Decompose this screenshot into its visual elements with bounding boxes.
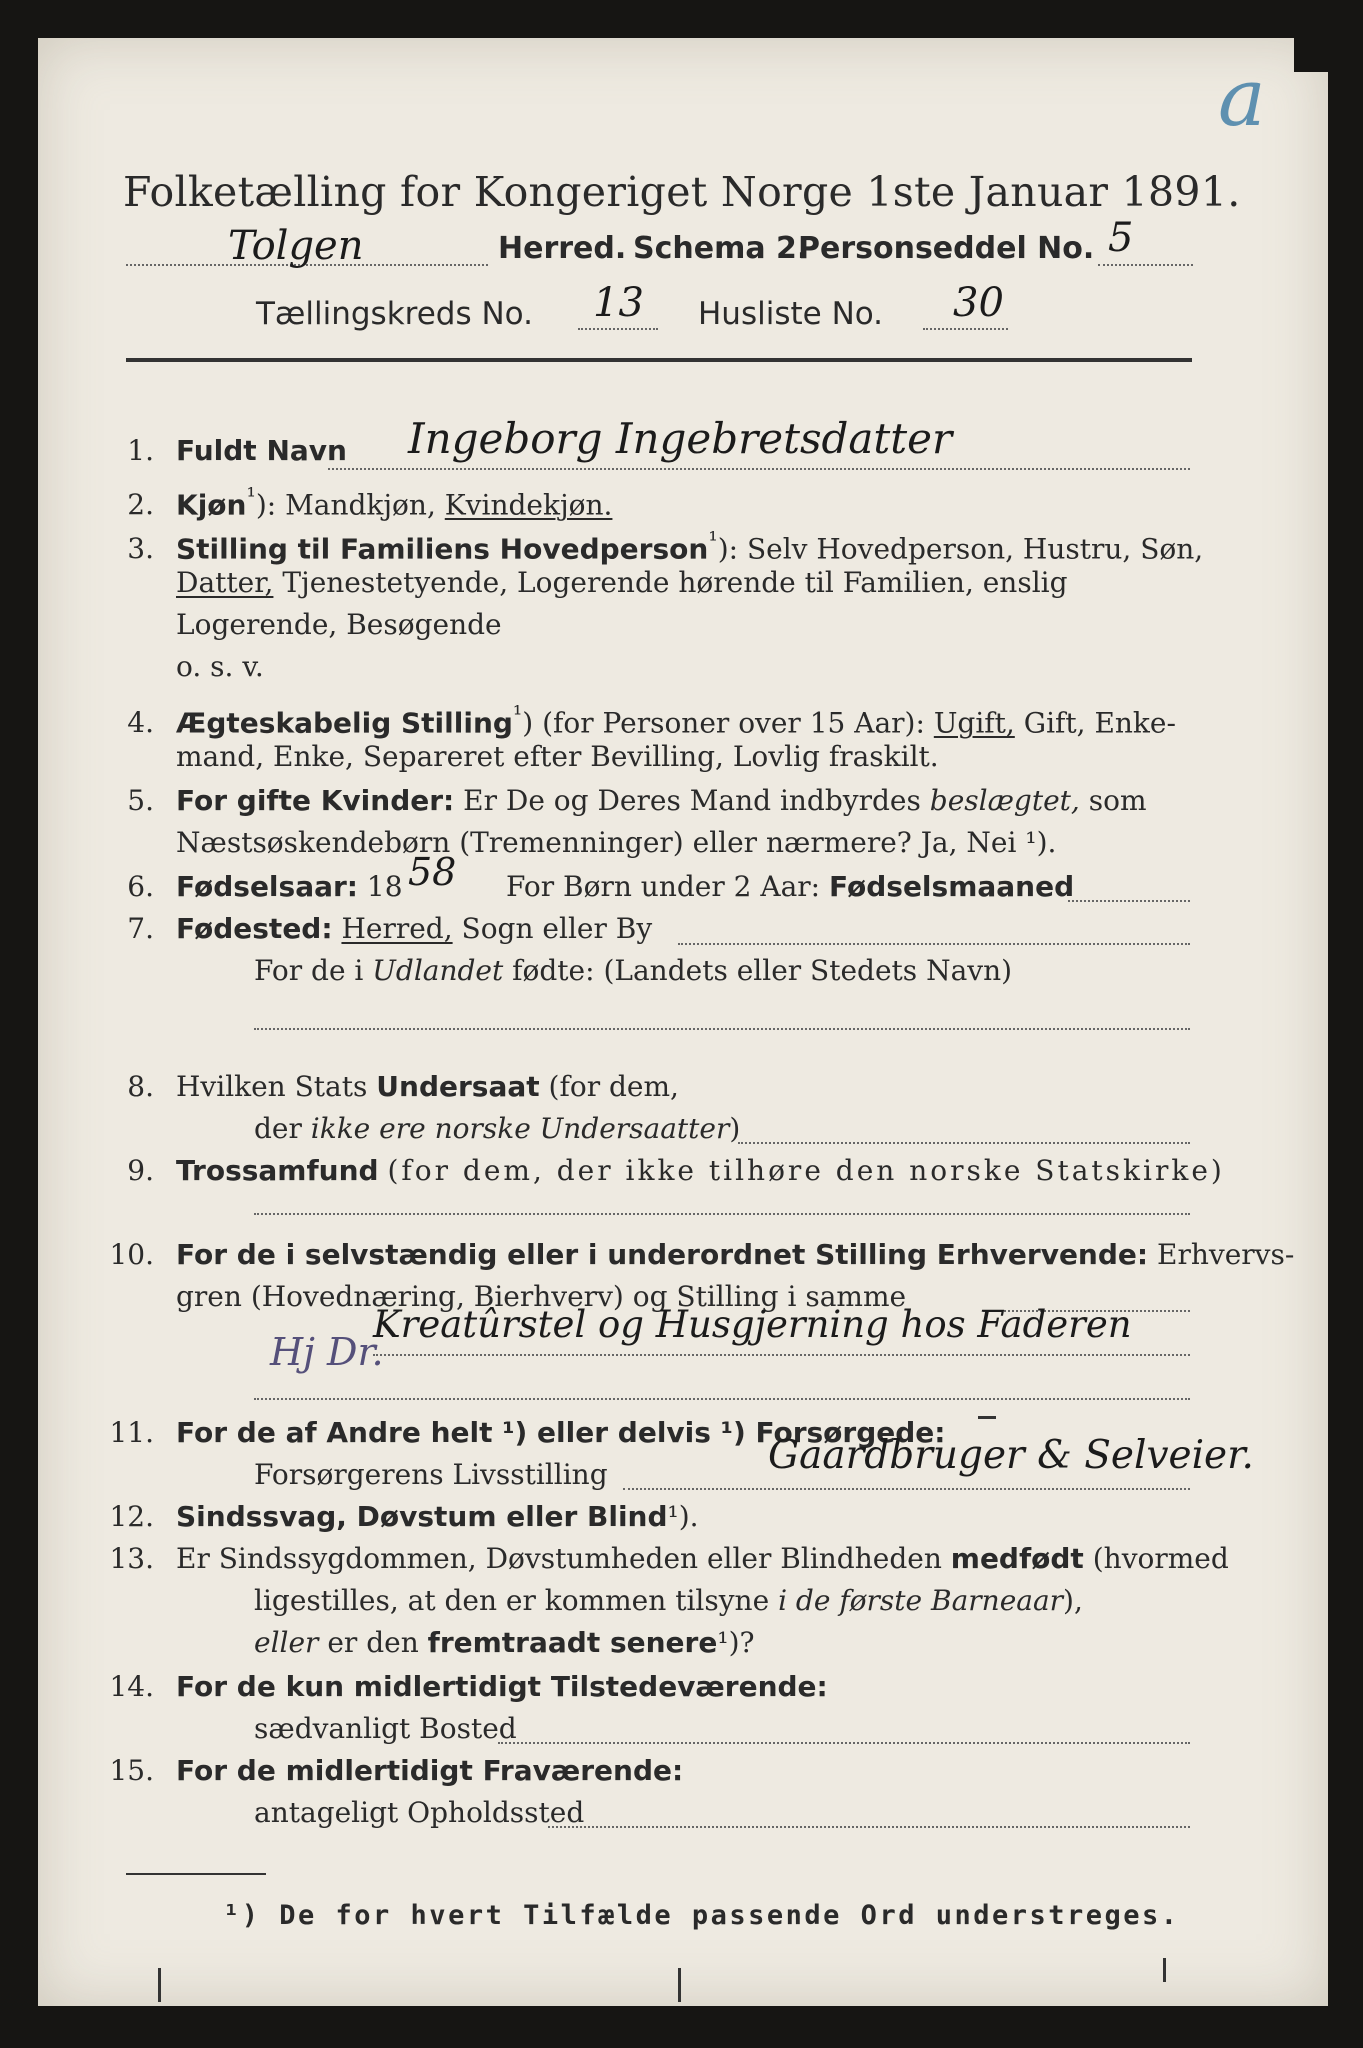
- question-4: 4. Ægteskabelig Stilling$^{^1}$) (for Personer over 15 Aar): Ugift, Gift, Enke-: [127, 700, 1176, 740]
- question-6: 6. Fødselsaar: 18: [127, 870, 403, 903]
- dotted-line: [578, 328, 658, 330]
- kreds-label: Tællingskreds No.: [256, 296, 533, 332]
- dotted-line: [678, 943, 1190, 945]
- scan-mark: [678, 1968, 681, 2002]
- question-4-line2: mand, Enke, Separeret efter Bevilling, Lovlig fraskilt.: [176, 740, 939, 773]
- dotted-line: [254, 1213, 1190, 1215]
- q1-label: Fuldt Navn: [176, 434, 347, 467]
- census-form: [38, 38, 1328, 2006]
- question-9: 9. Trossamfund (for dem, der ikke tilhøre den norske Statskirke): [127, 1154, 1225, 1187]
- question-3: 3. Stilling til Familiens Hovedperson$^{^1}$): Selv Hovedperson, Hustru, Søn,: [127, 526, 1204, 566]
- q10-annotation: Hj Dr.: [270, 1330, 384, 1374]
- question-14: 14. For de kun midlertidigt Tilstedeværende:: [109, 1670, 828, 1703]
- personseddel-label: Personseddel No.: [798, 231, 1095, 266]
- question-11-line2: Forsørgerens Livsstilling: [254, 1458, 608, 1491]
- question-13: 13. Er Sindssygdommen, Døvstumheden eller Blindheden medfødt (hvormed: [109, 1542, 1229, 1575]
- question-7: 7. Fødested: Herred, Sogn eller By: [127, 912, 653, 945]
- q1-answer: Ingeborg Ingebretsdatter: [408, 414, 953, 463]
- dotted-line: [548, 1826, 1190, 1828]
- question-5: 5. For gifte Kvinder: Er De og Deres Mand indbyrdes beslægtet, som: [127, 784, 1147, 817]
- question-3-line2: Datter, Tjenestetyende, Logerende hørende til Familien, enslig: [176, 566, 1068, 599]
- q11-answer: Gaardbruger & Selveier.: [768, 1433, 1254, 1478]
- dotted-line: [623, 1488, 1190, 1490]
- q10-answer: Kreatûrstel og Husgjerning hos Faderen: [373, 1303, 1132, 1346]
- question-10: 10. For de i selvstændig eller i underordnet Stilling Erhvervende: Erhvervs-: [109, 1238, 1295, 1271]
- dotted-line: [738, 1142, 1190, 1144]
- header-rule: [126, 358, 1192, 362]
- dotted-line: [254, 1398, 1190, 1400]
- herred-value: Tolgen: [228, 223, 364, 269]
- question-2: 2. Kjøn$^{^1}$): Mandkjøn, Kvindekjøn.: [127, 482, 613, 522]
- dotted-line: [498, 1742, 1190, 1744]
- scan-mark: [1163, 1958, 1166, 1982]
- footnote-rule: [126, 1873, 266, 1875]
- question-1: 1. Fuldt Navn: [127, 434, 347, 467]
- husliste-no: 30: [953, 280, 1004, 326]
- question-8-line2: der ikke ere norske Undersaatter): [254, 1112, 741, 1145]
- schema-label: Schema 2.: [633, 231, 809, 266]
- question-11: 11. For de af Andre helt ¹) eller delvis ¹) Forsørgede:: [109, 1416, 946, 1449]
- q6-birth-year: 58: [408, 850, 457, 894]
- herred-label: Herred.: [498, 231, 627, 266]
- husliste-label: Husliste No.: [698, 296, 884, 332]
- question-5-line2: Næstsøskendebørn (Tremenninger) eller nærmere? Ja, Nei ¹).: [176, 826, 1057, 859]
- question-7-line2: For de i Udlandet fødte: (Landets eller Stedets Navn): [254, 954, 1013, 987]
- dotted-line: [1068, 900, 1190, 902]
- dotted-line: [373, 1354, 1190, 1356]
- question-12: 12. Sindssvag, Døvstum eller Blind¹).: [109, 1500, 699, 1533]
- question-13-line3: eller er den fremtraadt senere¹)?: [254, 1626, 755, 1659]
- dotted-line: [254, 1028, 1190, 1030]
- question-13-line2: ligestilles, at den er kommen tilsyne i de første Barneaar),: [254, 1584, 1083, 1617]
- personseddel-no: 5: [1108, 215, 1134, 261]
- q2-selected-option: Kvindekjøn.: [444, 488, 613, 522]
- dotted-line: [1098, 264, 1193, 266]
- dotted-line: [328, 468, 1190, 470]
- footnote: ¹) De for hvert Tilfælde passende Ord understreges.: [223, 1900, 1180, 1931]
- dash-mark: [978, 1416, 996, 1419]
- question-10-line2: gren (Hovednæring, Bierhverv) og Stilling i samme: [176, 1280, 907, 1313]
- question-8: 8. Hvilken Stats Undersaat (for dem,: [127, 1070, 679, 1103]
- dotted-line: [923, 328, 1008, 330]
- q4-selected-option: Ugift,: [933, 706, 1015, 740]
- question-14-line2: sædvanligt Bosted: [254, 1712, 517, 1745]
- question-6-b: For Børn under 2 Aar: Fødselsmaaned: [506, 870, 1075, 903]
- question-15: 15. For de midlertidigt Fraværende:: [109, 1754, 684, 1787]
- q7-selected-option: Herred,: [341, 912, 453, 945]
- question-3-line3: Logerende, Besøgende: [176, 608, 502, 641]
- page-letter: a: [1218, 51, 1266, 144]
- form-title: Folketælling for Kongeriget Norge 1ste Januar 1891.: [123, 168, 1241, 216]
- question-15-line2: antageligt Opholdssted: [254, 1796, 585, 1829]
- question-3-line4: o. s. v.: [176, 650, 264, 683]
- scan-mark: [158, 1968, 161, 2002]
- kreds-no: 13: [593, 280, 644, 326]
- q3-selected-option: Datter,: [176, 566, 274, 599]
